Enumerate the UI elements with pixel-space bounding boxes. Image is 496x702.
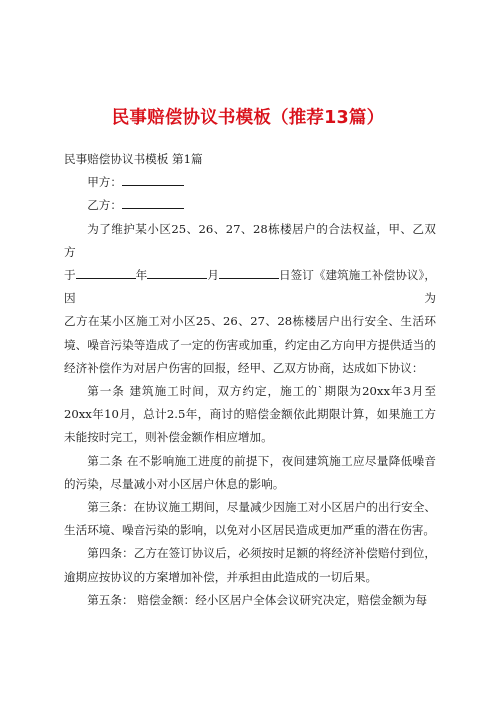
year-blank — [76, 264, 136, 279]
month-label: 月 — [207, 268, 219, 283]
party-a-line — [64, 171, 436, 194]
article-5: 第五条： 赔偿金额：经小区居户全体会议研究决定，赔偿金额为每 — [87, 592, 428, 607]
year-label: 年 — [135, 268, 148, 283]
document-title: 民事赔偿协议书模板（推荐13篇） — [111, 108, 385, 128]
article-3: 第三条：在协议施工期间，尽量减少因施工对小区居户的出行安全、生活环境、噪音污染的影响，以免对小区居民造成更加严重的潜在伤害。 — [64, 500, 436, 538]
party-b-line — [64, 194, 436, 217]
date-prefix: 于 — [64, 268, 76, 283]
article-4: 第四条：乙方在签订协议后，必须按时足额的将经济补偿赔付到位，逾期应按协议的方案增加补偿，并承担由此造成的一切后果。 — [64, 546, 436, 584]
intro-paragraph-rest: 乙方在某小区施工对小区25、26、27、28栋楼居户出行安全、生活环境、噪音污染等造成了一定的伤害或加重，约定由乙方向甲方提供适当的经济补偿作为对居户伤害的回报，经甲、乙双方协商，达成如下协议： — [64, 314, 436, 375]
party-a-blank — [122, 171, 184, 186]
day-blank — [219, 264, 279, 279]
document-body — [64, 148, 436, 612]
party-a-label: 甲方： — [87, 175, 122, 190]
intro-line-1: 为了维护某小区25、26、27、28栋楼居户的合法权益，甲、乙双方 — [64, 221, 436, 259]
section-heading: 民事赔偿协议书模板 第1篇 — [64, 152, 203, 166]
article-2: 第二条 在不影响施工进度的前提下，夜间建筑施工应尽量降低噪音的污染，尽量减小对小区居户休息的影响。 — [64, 453, 436, 491]
party-b-blank — [122, 194, 184, 209]
month-blank — [147, 264, 207, 279]
article-1: 第一条 建筑施工时间，双方约定，施工的`期限为20xx年3月至20xx年10月，总计2.5年，商讨的赔偿金额依此期限计算，如果施工方未能按时完工，则补偿金额作相应增加。 — [64, 384, 436, 445]
party-b-label: 乙方： — [87, 198, 122, 213]
agreement-name: 日签订《建筑施工补偿协议》，因为 — [64, 268, 436, 306]
intro-line-2 — [64, 264, 436, 310]
